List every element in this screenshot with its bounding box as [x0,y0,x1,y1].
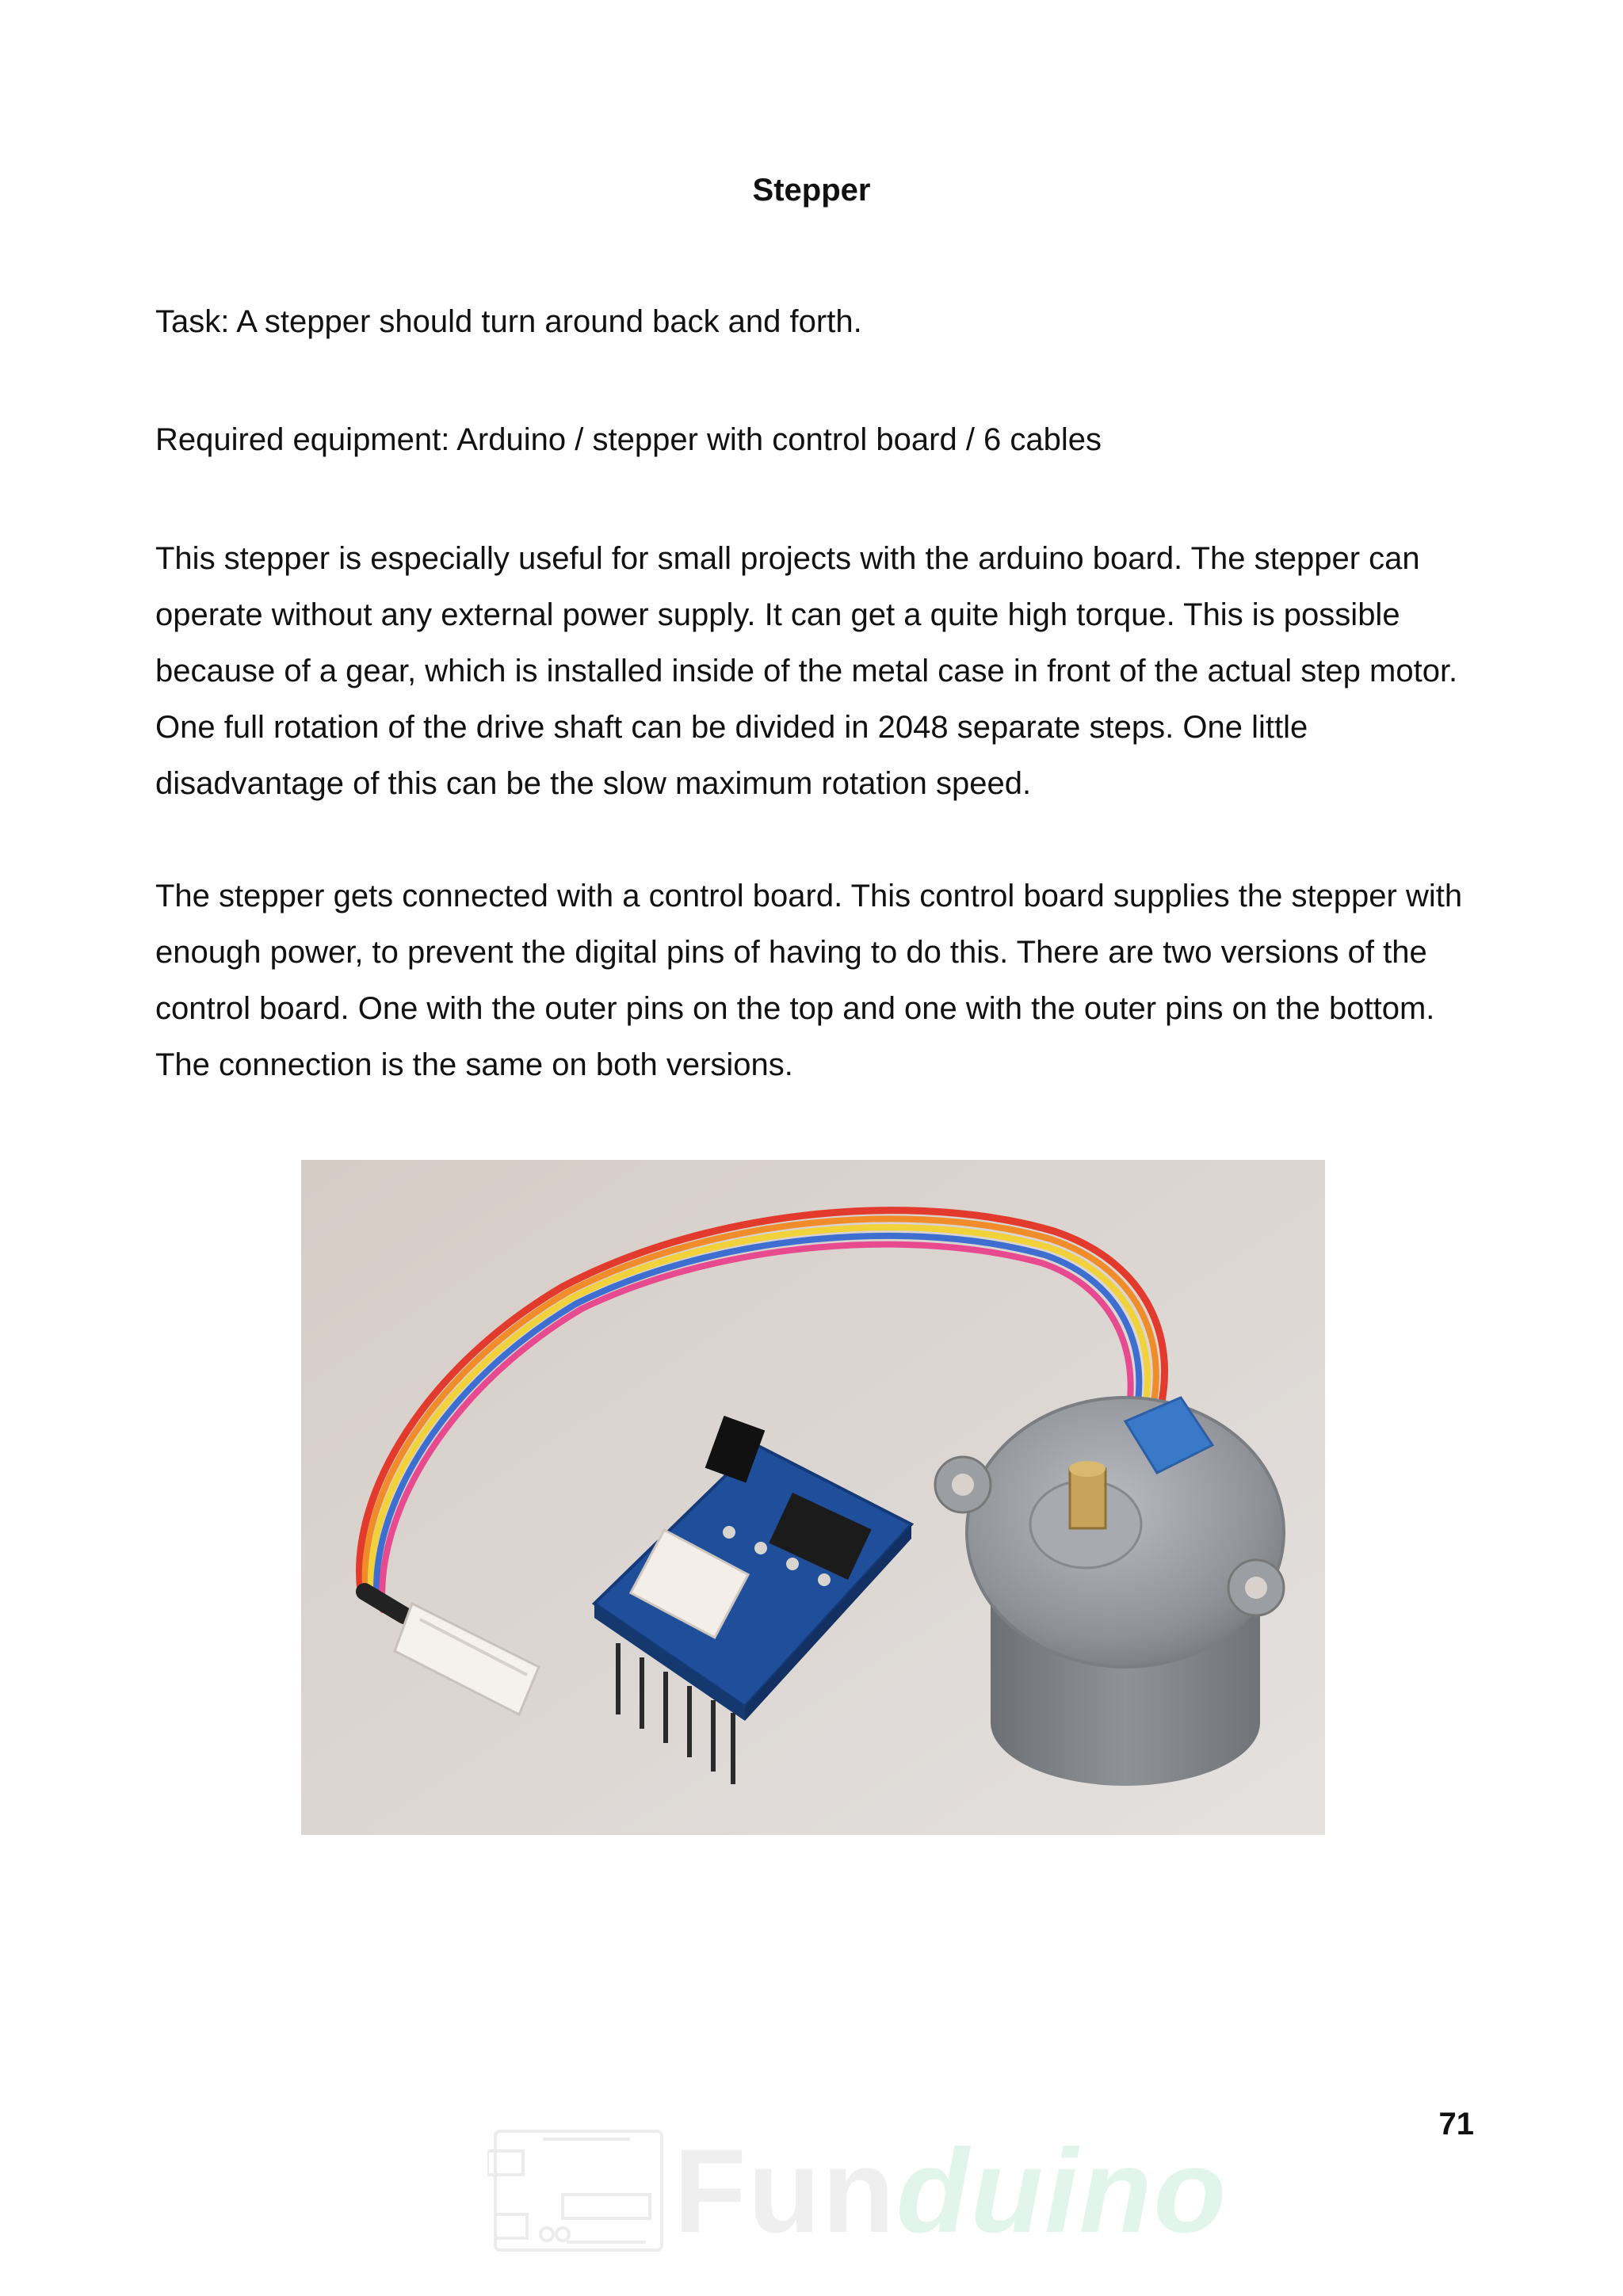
watermark-wordmark [674,2123,1228,2258]
required-equipment: Required equipment: Arduino / stepper with control board / 6 cables [155,422,1102,457]
stepper-motor-photo [301,1160,1325,1835]
page-title: Stepper [752,173,871,208]
task-statement: Task: A stepper should turn around back and forth. [155,304,862,339]
intro-paragraph: This stepper is especially useful for small projects with the arduino board. The stepper can operate without any external power supply. It can get a quite high torque. This is possible because of a gear, which is installed inside of the metal case in front of the actual step motor. One full rotation of the drive shaft can be divided in 2048 separate steps. One little disadvantage of this can be the slow maximum rotation speed. [155,541,1458,801]
page-number: 71 [1438,2107,1474,2142]
watermark-duino: duino [896,2124,1228,2257]
connection-paragraph: The stepper gets connected with a control board. This control board supplies the stepper with enough power, to prevent the digital pins of having to do this. There are two versions of the control board. One with the outer pins on the top and one with the outer pins on the bottom. The connection is the same on both versions. [155,879,1463,1082]
funduino-watermark [487,2115,1228,2258]
watermark-fun: Fun [674,2124,896,2257]
